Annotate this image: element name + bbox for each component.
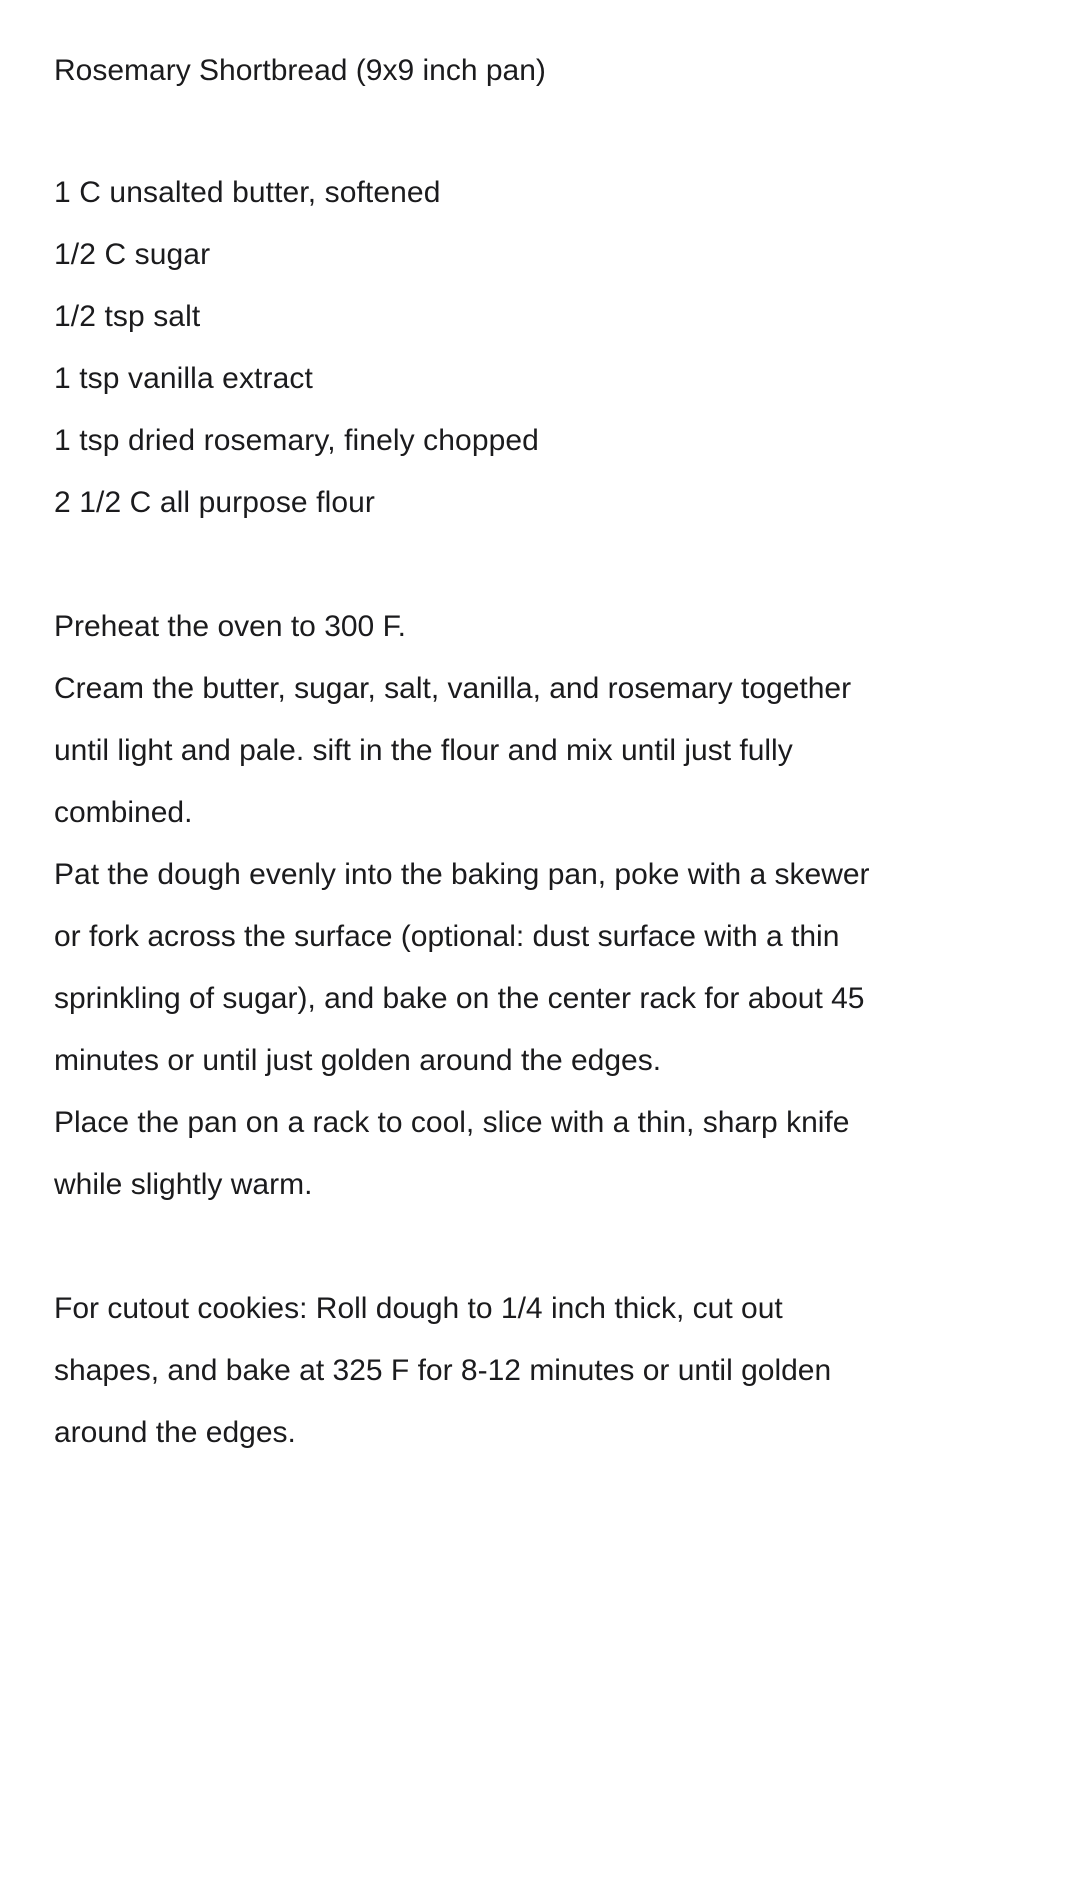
- instruction-step: Pat the dough evenly into the baking pan, poke with a skewer or fork across the surface (optional: dust surface with a thin sprinkling of sugar), and bake on the center rack for about 45 minutes or until just golden around the edges.: [54, 858, 870, 1077]
- ingredient-item: 1/2 C sugar: [54, 238, 211, 271]
- instruction-step: Preheat the oven to 300 F.: [54, 610, 406, 643]
- variations-section: [54, 1278, 1026, 1464]
- instructions-list: [54, 596, 1026, 1216]
- instruction-step: Cream the butter, sugar, salt, vanilla, and rosemary together until light and pale. sift in the flour and mix until just fully combined.: [54, 672, 852, 829]
- spacer-after-ingredients: [54, 534, 1026, 596]
- spacer-after-title: [54, 102, 1026, 162]
- instruction-step: Place the pan on a rack to cool, slice with a thin, sharp knife while slightly warm.: [54, 1106, 850, 1201]
- variation-note: For cutout cookies: Roll dough to 1/4 inch thick, cut out shapes, and bake at 325 F for 8-12 minutes or until golden around the edges.: [54, 1292, 832, 1449]
- ingredients-list: [54, 162, 1026, 534]
- ingredient-item: 1/2 tsp salt: [54, 300, 201, 333]
- spacer-after-instructions: [54, 1216, 1026, 1278]
- ingredient-item: 1 tsp vanilla extract: [54, 362, 313, 395]
- ingredient-item: 2 1/2 C all purpose flour: [54, 486, 376, 519]
- recipe-title: Rosemary Shortbread (9x9 inch pan): [54, 54, 546, 87]
- ingredient-item: 1 C unsalted butter, softened: [54, 176, 441, 209]
- ingredient-item: 1 tsp dried rosemary, finely chopped: [54, 424, 539, 457]
